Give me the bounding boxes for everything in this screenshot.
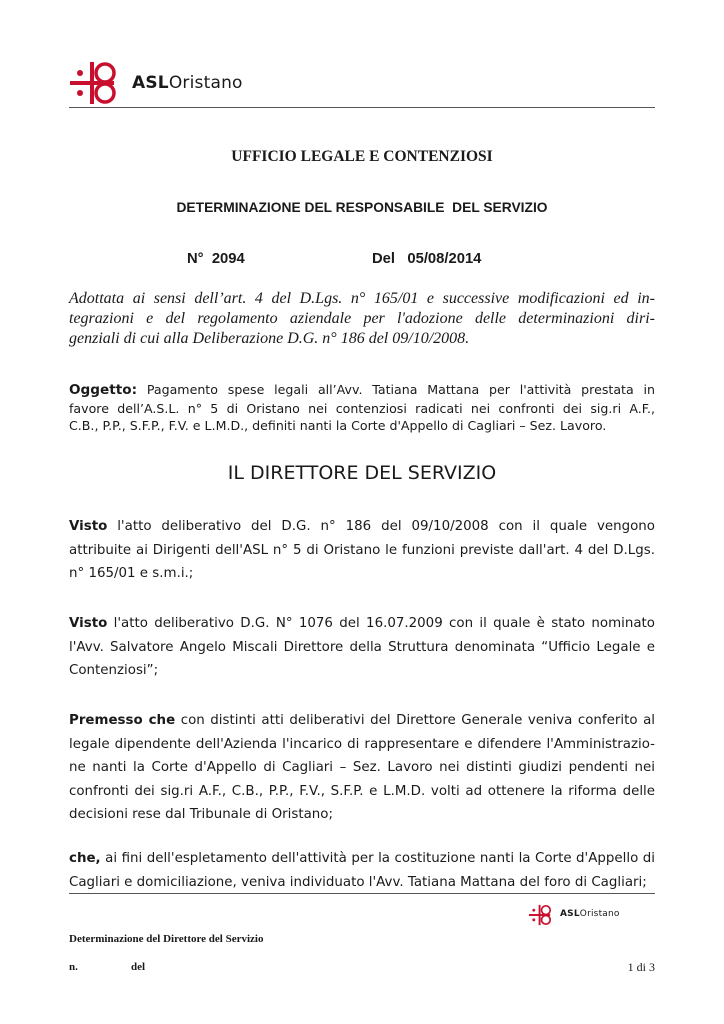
footer-brand-bold: ASL bbox=[560, 909, 580, 919]
adopted-line: genziali di cui alla Deliberazione D.G. n° 186 del 09/10/2008. bbox=[69, 330, 470, 347]
footer-doc-label: Determinazione del Direttore del Servizio bbox=[69, 933, 264, 945]
p2-line: l'Avv. Salvatore Angelo Miscali Direttore della Struttura denominata “Ufficio Legale e bbox=[69, 639, 655, 655]
office-title: UFFICIO LEGALE E CONTENZIOSI bbox=[231, 148, 493, 165]
asl-logo-icon bbox=[528, 903, 556, 927]
p1-bold: Visto bbox=[69, 519, 108, 534]
p2-line: Contenziosi”; bbox=[69, 663, 159, 679]
footer-brand bbox=[560, 909, 620, 919]
paragraph-visto-2 bbox=[69, 612, 655, 683]
p3-bold: Premesso che bbox=[69, 713, 176, 728]
p1-line: attribuite ai Dirigenti dell'ASL n° 5 di Oristano le funzioni previste dall'art. 4 del D.Lgs. bbox=[69, 542, 655, 558]
p1-line: n° 165/01 e s.m.i.; bbox=[69, 566, 194, 582]
p2-line: l'atto deliberativo D.G. N° 1076 del 16.07.2009 con il quale è stato nominato bbox=[107, 616, 655, 631]
footer-divider bbox=[69, 893, 655, 894]
subject-line bbox=[69, 381, 655, 400]
header-logo bbox=[68, 60, 278, 106]
doc-date: Del 05/08/2014 bbox=[372, 251, 482, 267]
p4-line: ai fini dell'espletamento dell'attività per la costituzione nanti la Corte d'Appello di bbox=[100, 851, 655, 866]
subject-text: Pagamento spese legali all’Avv. Tatiana Mattana per l'attività prestata in bbox=[146, 382, 655, 397]
header-brand-regular: Oristano bbox=[168, 73, 243, 93]
subject-line: C.B., P.P., S.F.P., F.V. e L.M.D., definiti nanti la Corte d'Appello di Cagliari – Sez. Lavoro. bbox=[69, 418, 607, 433]
footer-logo bbox=[528, 903, 638, 929]
adopted-line: tegrazioni e del regolamento aziendale per l'adozione delle determinazioni diri- bbox=[69, 310, 655, 327]
subject-line: favore dell’A.S.L. n° 5 di Oristano nei contenziosi radicati nei confronti dei sig.ri A.F., bbox=[69, 400, 655, 416]
p2-bold: Visto bbox=[69, 616, 108, 631]
doc-type: DETERMINAZIONE DEL RESPONSABILE DEL SERVIZIO bbox=[176, 200, 548, 215]
footer-n-label: n. bbox=[69, 961, 78, 973]
director-title: IL DIRETTORE DEL SERVIZIO bbox=[227, 462, 497, 484]
p3-line: confronti dei sig.ri A.F., C.B., P.P., F.V., S.F.P. e L.M.D. volti ad ottenere la riforma delle bbox=[69, 783, 655, 799]
footer-page-number: 1 di 3 bbox=[627, 960, 655, 974]
p3-line: decisioni rese dal Tribunale di Oristano; bbox=[69, 807, 333, 823]
p1-line: l'atto deliberativo del D.G. n° 186 del 09/10/2008 con il quale vengono bbox=[107, 519, 655, 534]
asl-logo-icon bbox=[68, 60, 126, 106]
paragraph-che bbox=[69, 847, 655, 894]
paragraph-visto-1 bbox=[69, 515, 655, 586]
adopted-line: Adottata ai sensi dell’art. 4 del D.Lgs. n° 165/01 e successive modificazioni ed in- bbox=[69, 290, 655, 307]
paragraph-premesso bbox=[69, 709, 655, 827]
subject-block bbox=[69, 381, 655, 435]
p3-line: con distinti atti deliberativi del Direttore Generale veniva conferito al bbox=[175, 713, 655, 728]
header-divider bbox=[69, 107, 655, 108]
header-brand bbox=[132, 73, 243, 93]
header-brand-bold: ASL bbox=[132, 73, 169, 93]
adopted-statement bbox=[69, 289, 655, 349]
p3-line: ne nanti la Corte d'Appello di Cagliari – Sez. Lavoro nei distinti giudizi pendenti nei bbox=[69, 760, 655, 776]
subject-label: Oggetto: bbox=[69, 382, 138, 398]
footer-del-label: del bbox=[131, 961, 146, 973]
p3-line: legale dipendente dell'Azienda l'incarico di rappresentare e difendere l'Amministrazio- bbox=[69, 736, 655, 752]
doc-number: N° 2094 bbox=[187, 251, 245, 267]
p4-bold: che, bbox=[69, 851, 101, 866]
footer-brand-regular: Oristano bbox=[579, 909, 620, 919]
p4-line: Cagliari e domiciliazione, veniva individuato l'Avv. Tatiana Mattana del foro di Cagliari; bbox=[69, 874, 647, 890]
